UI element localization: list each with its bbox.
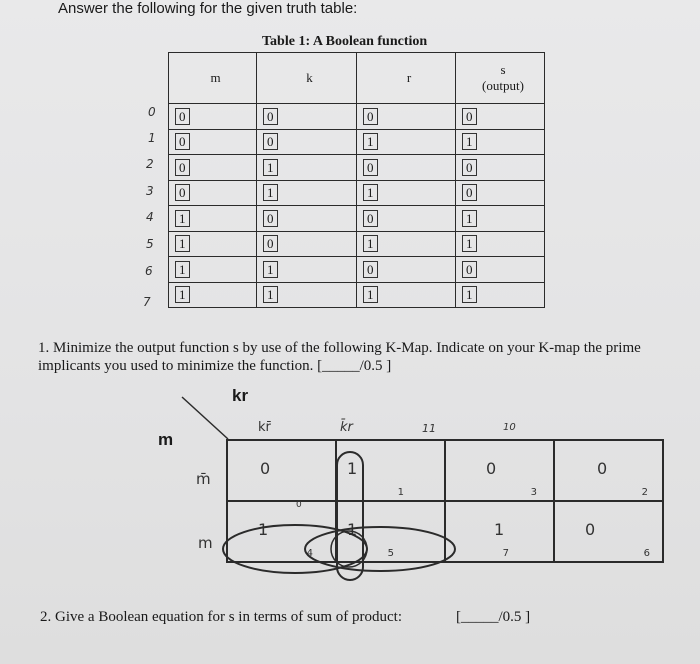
row-note: 6 (145, 264, 153, 278)
cell-m: 0 (175, 184, 190, 201)
prime-implicant-loops (220, 440, 500, 590)
cell-m: 1 (175, 261, 190, 278)
kmap-cell-value: 1 (258, 520, 269, 539)
table-row (169, 257, 545, 283)
header-m: m (169, 53, 257, 104)
kmap-col-header: 11 (422, 422, 436, 435)
header-s: s (500, 62, 506, 77)
cell-r: 1 (363, 184, 378, 201)
cell-s: 1 (462, 210, 477, 227)
truth-table-header-row (169, 53, 545, 104)
row-note: 1 (148, 131, 156, 145)
question-1: 1. Minimize the output function s by use of the following K-Map. Indicate on your K-map the prime implicants you used to minimize the function. [_____/0.5 ] (38, 340, 641, 374)
cell-k: 1 (263, 159, 278, 176)
kmap-col-header: kr̄ (258, 420, 271, 435)
kmap-cell-index: 6 (643, 548, 650, 559)
table-row (169, 129, 545, 155)
cell-r: 1 (363, 133, 378, 150)
kmap-cell-value: 0 (260, 459, 271, 478)
cell-s: 0 (462, 108, 477, 125)
cell-s: 0 (462, 159, 477, 176)
kmap-col-header: 10 (503, 422, 516, 433)
kmap-extra-mark: 0 (296, 500, 302, 510)
cell-m: 0 (175, 133, 190, 150)
kmap-cell-index: 4 (306, 548, 313, 559)
cell-r: 0 (363, 108, 378, 125)
header-output: (output) (482, 78, 524, 93)
kmap-cell-index: 7 (502, 548, 509, 559)
cell-r: 1 (363, 286, 378, 303)
row-note: 0 (148, 105, 156, 119)
table-row (169, 231, 545, 257)
cell-s: 1 (462, 133, 477, 150)
kmap-corner-diagonal (180, 395, 240, 445)
cell-k: 0 (263, 235, 278, 252)
cell-m: 1 (175, 235, 190, 252)
kmap-cell (554, 501, 663, 562)
cell-r: 0 (363, 159, 378, 176)
kmap-cell-index: 3 (530, 487, 537, 498)
kmap-column-variable: kr (232, 386, 249, 405)
cell-s: 1 (462, 235, 477, 252)
kmap-cell-index: 1 (397, 487, 404, 498)
cell-s: 0 (462, 184, 477, 201)
cell-k: 1 (263, 184, 278, 201)
score-blank: [_____/0.5 ] (456, 609, 531, 625)
kmap-row-variable: m (158, 430, 174, 449)
kmap-cell (554, 440, 663, 501)
cell-s: 0 (462, 261, 477, 278)
kmap-cell-value: 1 (494, 520, 505, 539)
cell-k: 1 (263, 286, 278, 303)
row-note: 5 (146, 237, 154, 251)
cell-m: 1 (175, 286, 190, 303)
kmap-cell-value: 0 (486, 459, 497, 478)
header-s-output (456, 53, 545, 104)
table-row (169, 206, 545, 232)
row-note: 4 (146, 210, 154, 224)
cell-k: 1 (263, 261, 278, 278)
row-note: 2 (146, 157, 154, 171)
kmap-row-header: m (198, 534, 213, 552)
cell-k: 0 (263, 210, 278, 227)
kmap-cell-value: 1 (347, 459, 358, 478)
cell-m: 0 (175, 108, 190, 125)
cell-k: 0 (263, 108, 278, 125)
kmap-row-header: m̄ (196, 470, 211, 488)
table-caption: Table 1: A Boolean function (262, 34, 428, 49)
cell-s: 1 (462, 286, 477, 303)
cell-m: 0 (175, 159, 190, 176)
cell-k: 0 (263, 133, 278, 150)
table-row (169, 282, 545, 308)
worksheet-instruction: Answer the following for the given truth table: (58, 0, 358, 17)
header-r: r (357, 53, 456, 104)
kmap-cell-value: 0 (597, 459, 608, 478)
header-k: k (257, 53, 357, 104)
table-row (169, 180, 545, 206)
table-row (169, 104, 545, 130)
cell-r: 0 (363, 261, 378, 278)
kmap-cell-value: 1 (347, 520, 358, 539)
kmap-col-header: k̄r (340, 420, 353, 435)
cell-m: 1 (175, 210, 190, 227)
cell-r: 1 (363, 235, 378, 252)
kmap-cell-index: 5 (387, 548, 394, 559)
table-row (169, 155, 545, 181)
row-note: 3 (146, 184, 154, 198)
question-2: 2. Give a Boolean equation for s in terms of sum of product: (40, 609, 403, 625)
truth-table (168, 52, 545, 308)
kmap-cell-value: 0 (585, 520, 596, 539)
kmap-cell-index: 2 (641, 487, 648, 498)
row-note: 7 (143, 295, 151, 309)
cell-r: 0 (363, 210, 378, 227)
